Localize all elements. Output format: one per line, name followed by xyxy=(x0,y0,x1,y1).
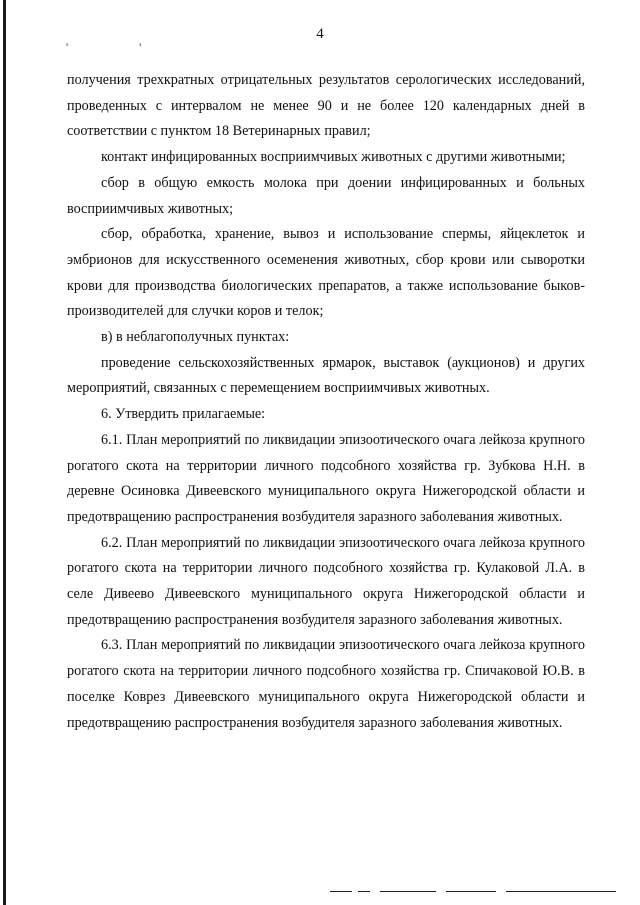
paragraph-item-6-2: 6.2. План мероприятий по ликвидации эпизоотического очага лейкоза крупного рогатого скота на территории личного подсобного хозяйства гр. Кулаковой Л.А. в селе Дивеево Дивеевского муниципального округа Нижегородской области и предотвращению распространения возбудителя заразного заболевания животных. xyxy=(67,534,585,628)
paragraph-subheading: в) в неблагополучных пунктах: xyxy=(101,329,290,346)
paragraph-item-6: 6. Утвердить прилагаемые: xyxy=(101,406,266,423)
paragraph-continuation: получения трехкратных отрицательных результатов серологических исследований, проведенных с интервалом не менее 90 и не более 120 календарных дней в соответствии с пунктом 18 Ветеринарных правил; xyxy=(67,72,585,140)
document-body xyxy=(67,68,585,736)
page-number: 4 xyxy=(316,26,324,42)
scan-marks: ' ' xyxy=(66,40,176,54)
footer-scan-lines xyxy=(0,891,640,895)
paragraph-fairs: проведение сельскохозяйственных ярмарок, выставок (аукционов) и других мероприятий, связанных с перемещением восприимчивых животных. xyxy=(67,354,585,397)
paragraph-item-6-1: 6.1. План мероприятий по ликвидации эпизоотического очага лейкоза крупного рогатого скота на территории личного подсобного хозяйства гр. Зубкова Н.Н. в деревне Осиновка Дивеевского муниципального округа Нижегородской области и предотвращению распространения возбудителя заразного заболевания животных. xyxy=(67,431,585,525)
paragraph-sperm: сбор, обработка, хранение, вывоз и использование спермы, яйцеклеток и эмбрионов для искусственного осеменения животных, сбор крови или сыворотки крови для производства биологических препаратов, а также использование быков-производителей для случки коров и телок; xyxy=(67,226,585,320)
paragraph-item-6-3: 6.3. План мероприятий по ликвидации эпизоотического очага лейкоза крупного рогатого скота на территории личного подсобного хозяйства гр. Спичаковой Ю.В. в поселке Коврез Дивеевского муниципального округа Нижегородской области и предотвращению распространения возбудителя заразного заболевания животных. xyxy=(67,637,585,731)
paragraph-contact: контакт инфицированных восприимчивых животных с другими животными; xyxy=(101,149,566,166)
scan-edge xyxy=(3,0,6,905)
paragraph-milk: сбор в общую емкость молока при доении инфицированных и больных восприимчивых животных; xyxy=(67,174,585,217)
